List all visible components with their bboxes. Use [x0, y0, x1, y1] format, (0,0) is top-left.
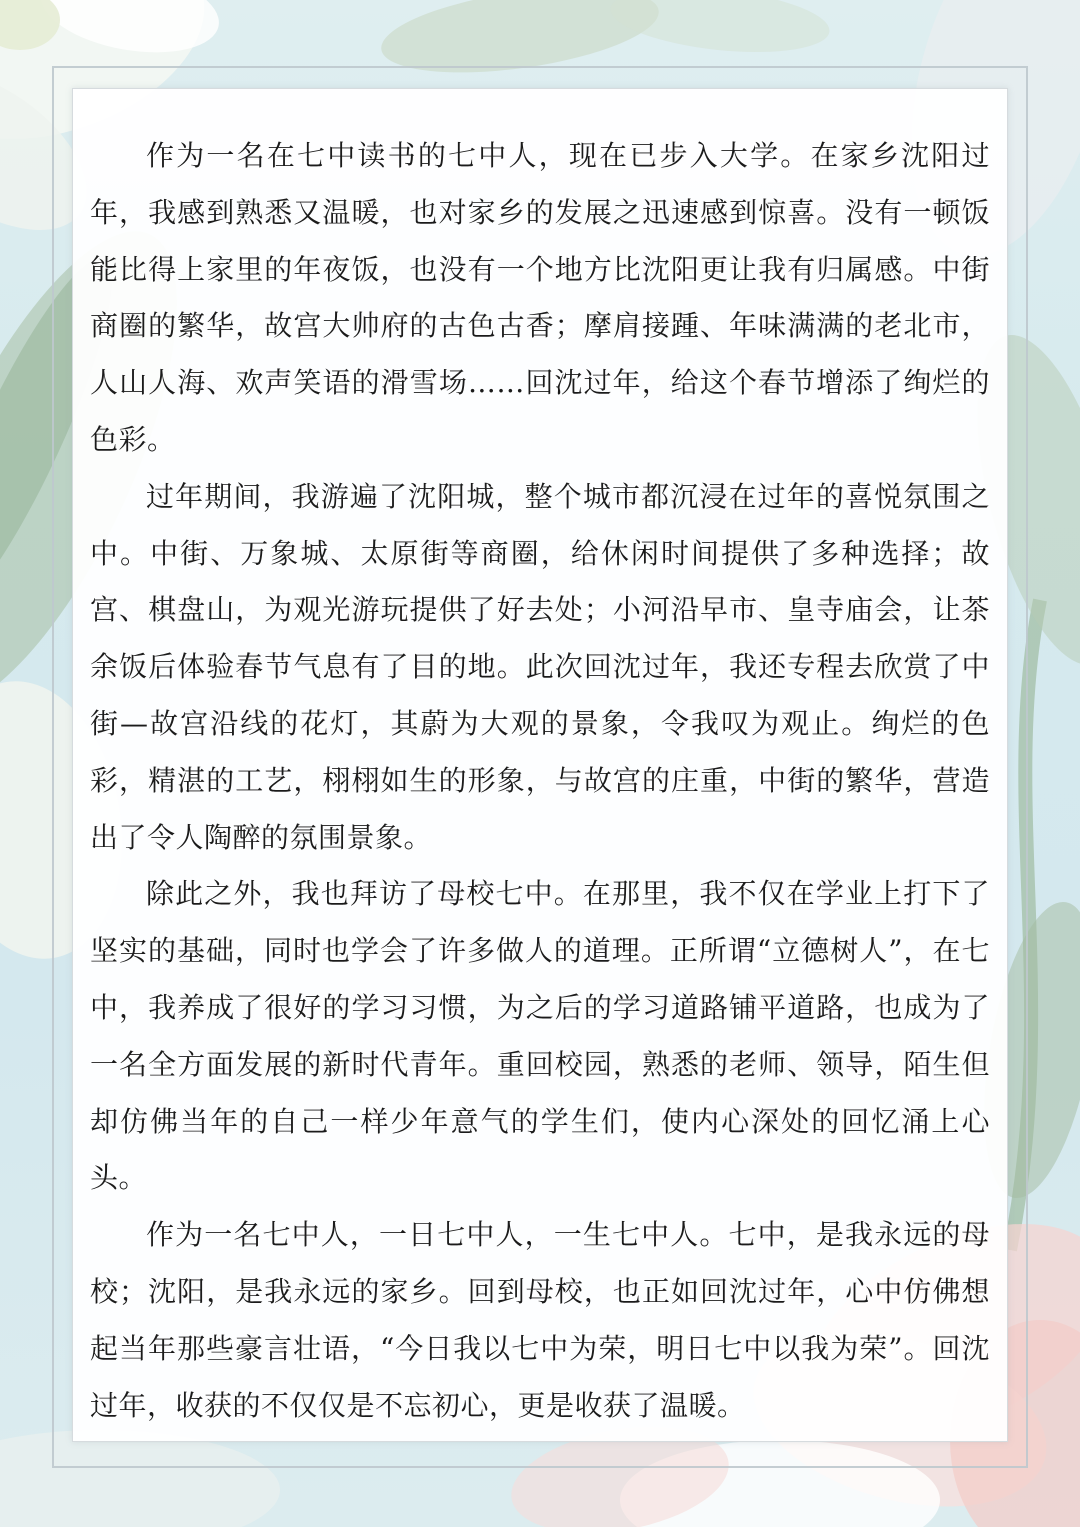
paragraph-1: 作为一名在七中读书的七中人，现在已步入大学。在家乡沈阳过年，我感到熟悉又温暖，也对家乡的发展之迅速感到惊喜。没有一顿饭能比得上家里的年夜饭，也没有一个地方比沈阳更让我有归属感。中街商圈的繁华，故宫大帅府的古色古香；摩肩接踵、年味满满的老北市，人山人海、欢声笑语的滑雪场……回沈过年，给这个春节增添了绚烂的色彩。 [90, 139, 990, 456]
paragraph-4: 作为一名七中人，一日七中人，一生七中人。七中，是我永远的母校；沈阳，是我永远的家乡。回到母校，也正如回沈过年，心中仿佛想起当年那些豪言壮语，“今日我以七中为荣，明日七中以我为荣”。回沈过年，收获的不仅仅是不忘初心，更是收获了温暖。 [90, 1218, 990, 1422]
paragraph-3: 除此之外，我也拜访了母校七中。在那里，我不仅在学业上打下了坚实的基础，同时也学会了许多做人的道理。正所谓“立德树人”，在七中，我养成了很好的学习习惯，为之后的学习道路铺平道路，也成为了一名全方面发展的新时代青年。重回校园，熟悉的老师、领导，陌生但却仿佛当年的自己一样少年意气的学生们，使内心深处的回忆涌上心头。 [90, 877, 990, 1195]
article-body [90, 128, 990, 1434]
paragraph-2: 过年期间，我游遍了沈阳城，整个城市都沉浸在过年的喜悦氛围之中。中街、万象城、太原街等商圈，给休闲时间提供了多种选择；故宫、棋盘山，为观光游玩提供了好去处；小河沿早市、皇寺庙会，让茶余饭后体验春节气息有了目的地。此次回沈过年，我还专程去欣赏了中街—故宫沿线的花灯，其蔚为大观的景象，令我叹为观止。绚烂的色彩，精湛的工艺，栩栩如生的形象，与故宫的庄重，中街的繁华，营造出了令人陶醉的氛围景象。 [90, 479, 990, 854]
